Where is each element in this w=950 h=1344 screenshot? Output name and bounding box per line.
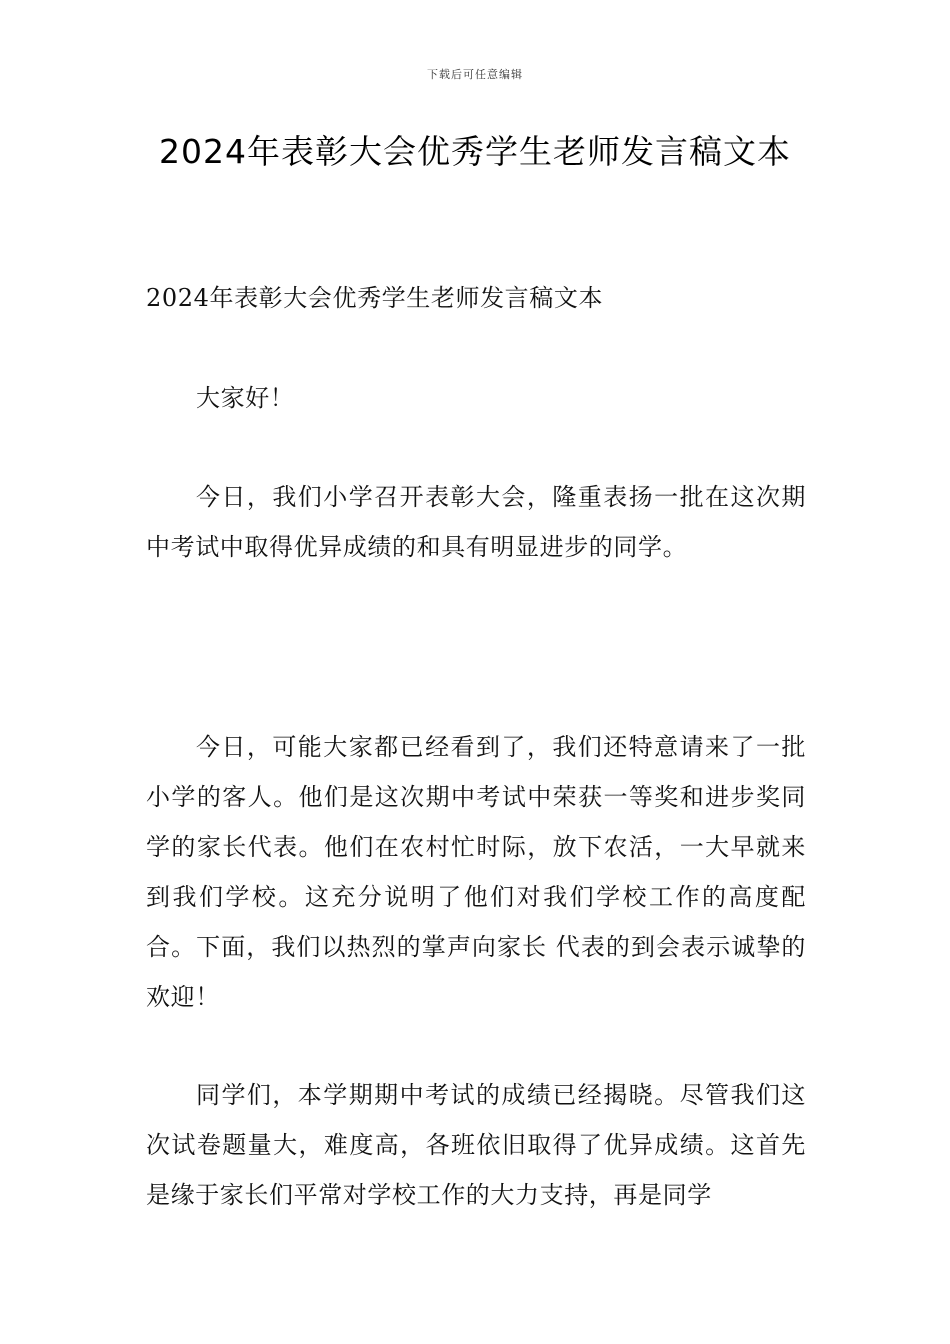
document-subtitle: 2024年表彰大会优秀学生老师发言稿文本 (146, 284, 604, 312)
document-title: 2024年表彰大会优秀学生老师发言稿文本 (159, 132, 791, 171)
paragraph: 同学们，本学期期中考试的成绩已经揭晓。尽管我们这次试卷题量大，难度高，各班依旧取得了优异成绩。这首先是缘于家长们平常对学校工作的大力支持，再是同学 (146, 1081, 806, 1209)
paragraph: 今日，我们小学召开表彰大会，隆重表扬一批在这次期中考试中取得优异成绩的和具有明显进步的同学。 (146, 483, 806, 561)
header-note: 下载后可任意编辑 (427, 68, 523, 81)
paragraph: 今日，可能大家都已经看到了，我们还特意请来了一批小学的客人。他们是这次期中考试中荣获一等奖和进步奖同学的家长代表。他们在农村忙时际，放下农活，一大早就来到我们学校。这充分说明了他们对我们学校工作的高度配合。下面，我们以热烈的掌声向家长 代表的到会表示诚挚的欢迎！ (146, 733, 806, 1011)
paragraph-greeting: 大家好！ (196, 384, 295, 412)
